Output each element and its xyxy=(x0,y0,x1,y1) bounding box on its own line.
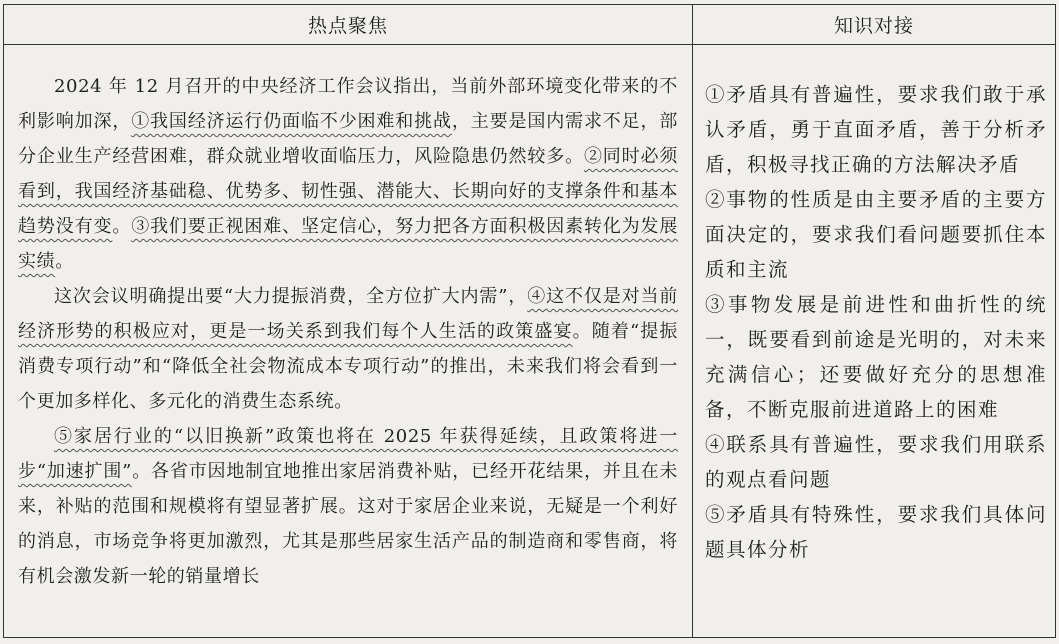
p1-text-a: 2024 年 12 月召开的中央经济工作会议指出，当前外部环境变化带来的不利影响加深， xyxy=(18,76,678,132)
knowledge-point-3: ③事物发展是前进性和曲折性的统一，既要看到前途是光明的，对未来充满信心；还要做好充分的思想准备，不断克服前进道路上的困难 xyxy=(705,293,1047,421)
p1-text-b: ，主要是国内需求不足，部分企业生产经营困难，群众就业增收面临压力，风险隐患仍然较多。 xyxy=(18,111,678,167)
statement-2: ②同时必须看到，我国经济基础稳、优势多、韧性强、潜能大、长期向好的支撑条件和基本趋势没有变 xyxy=(18,146,678,237)
p2-text-a: 这次会议明确提出要“大力提振消费，全方位扩大内需”， xyxy=(54,286,528,307)
material-paragraph-3 xyxy=(18,419,678,594)
statement-5: ⑤家居行业的“以旧换新”政策也将在 2025 年获得延续，且政策将进一步“加速扩围” xyxy=(18,426,678,482)
p2-text-b: 。随着“提振消费专项行动”和“降低全社会物流成本专项行动”的推出，未来我们将会看到一个更加多样化、多元化的消费生态系统。 xyxy=(18,321,678,412)
knowledge-header xyxy=(693,5,1055,45)
statement-1: ①我国经济运行仍面临不少困难和挑战 xyxy=(131,111,452,132)
knowledge-point-5: ⑤矛盾具有特殊性，要求我们具体问题具体分析 xyxy=(705,503,1047,561)
p1-text-d: 。 xyxy=(55,251,74,272)
p1-text-c: 。 xyxy=(112,216,132,237)
comparison-table xyxy=(3,4,1056,638)
p3-text-a: 。各省市因地制宜地推出家居消费补贴，已经开花结果，并且在未来，补贴的范围和规模将有望显著扩展。这对于家居企业来说，无疑是一个利好的消息，市场竞争将更加激烈，尤其是那些居家生活产品的制造商和零售商，将有机会激发新一轮的销量增长 xyxy=(18,461,678,587)
statement-3: ③我们要正视困难、坚定信心，努力把各方面积极因素转化为发展实绩 xyxy=(18,216,678,272)
knowledge-point-4: ④联系具有普遍性，要求我们用联系的观点看问题 xyxy=(705,433,1047,491)
knowledge-point-1: ①矛盾具有普遍性，要求我们敢于承认矛盾，勇于直面矛盾，善于分析矛盾，积极寻找正确的方法解决矛盾 xyxy=(705,83,1047,176)
material-paragraph-2 xyxy=(18,279,678,419)
knowledge-header-label: 知识对接 xyxy=(833,15,914,37)
hotspot-header xyxy=(4,5,693,45)
knowledge-point-2: ②事物的性质是由主要矛盾的主要方面决定的，要求我们看问题要抓住本质和主流 xyxy=(705,188,1047,281)
hotspot-header-label: 热点聚焦 xyxy=(307,15,388,37)
material-paragraph-1 xyxy=(18,69,678,279)
knowledge-points xyxy=(693,45,1055,637)
hotspot-material xyxy=(4,45,693,637)
statement-4: ④这不仅是对当前经济形势的积极应对，更是一场关系到我们每个人生活的政策盛宴 xyxy=(18,286,678,342)
